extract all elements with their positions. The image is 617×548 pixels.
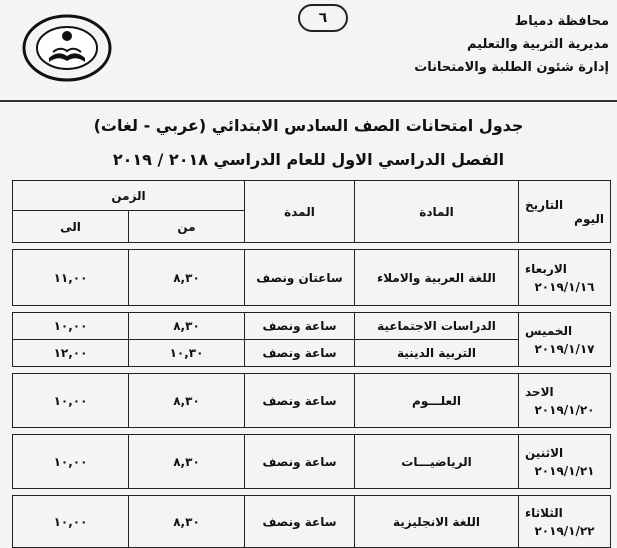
subject-cell: التربية الدينية <box>355 340 519 367</box>
subject-cell: الدراسات الاجتماعية <box>355 313 519 340</box>
header-divider <box>0 100 617 102</box>
duration-header: المدة <box>245 181 355 243</box>
day-date-cell <box>519 435 611 489</box>
exam-date: ٢٠١٩/١/١٧ <box>534 341 595 356</box>
day-date-cell <box>519 313 611 367</box>
to-cell: ١١,٠٠ <box>13 250 129 306</box>
to-cell: ١٠,٠٠ <box>13 313 129 340</box>
term-title: الفصل الدراسي الاول للعام الدراسي ٢٠١٨ / ٢٠١٩ <box>112 150 505 169</box>
to-cell: ١٠,٠٠ <box>13 374 129 428</box>
duration-cell: ساعة ونصف <box>245 313 355 340</box>
exam-date: ٢٠١٩/١/٢٢ <box>534 523 595 538</box>
from-cell: ٨,٣٠ <box>129 496 245 548</box>
duration-cell: ساعة ونصف <box>245 374 355 428</box>
duration-cell: ساعة ونصف <box>245 496 355 548</box>
to-cell: ١٢,٠٠ <box>13 340 129 367</box>
from-cell: ٨,٣٠ <box>129 435 245 489</box>
subject-cell: اللغة العربية والاملاء <box>355 250 519 306</box>
day-date-cell <box>519 250 611 306</box>
day-header: اليوم <box>574 211 604 226</box>
subject-cell: العلـــوم <box>355 374 519 428</box>
day-name: الاثنين <box>525 445 564 460</box>
subject-cell: الرياضيـــات <box>355 435 519 489</box>
header-block <box>409 10 609 79</box>
to-header: الى <box>13 211 129 243</box>
date-day-header <box>519 181 611 243</box>
from-cell: ٨,٣٠ <box>129 374 245 428</box>
table-row <box>13 250 611 306</box>
from-cell: ٨,٣٠ <box>129 250 245 306</box>
exam-date: ٢٠١٩/١/١٦ <box>534 279 595 294</box>
duration-cell: ساعة ونصف <box>245 340 355 367</box>
to-cell: ١٠,٠٠ <box>13 435 129 489</box>
governorate-line: محافظة دمياط <box>514 14 609 29</box>
exam-schedule-table <box>12 180 611 548</box>
to-cell: ١٠,٠٠ <box>13 496 129 548</box>
day-date-cell <box>519 374 611 428</box>
duration-cell: ساعتان ونصف <box>245 250 355 306</box>
day-name: الاحد <box>525 384 554 399</box>
from-cell: ٨,٣٠ <box>129 313 245 340</box>
day-name: الخميس <box>525 323 573 338</box>
exam-date: ٢٠١٩/١/٢١ <box>534 463 595 478</box>
time-header: الزمن <box>13 181 245 211</box>
duration-cell: ساعة ونصف <box>245 435 355 489</box>
table-row <box>13 374 611 428</box>
day-name: الثلاثاء <box>525 505 563 520</box>
subject-cell: اللغة الانجليزية <box>355 496 519 548</box>
from-header: من <box>129 211 245 243</box>
table-row <box>13 435 611 489</box>
day-name: الاربعاء <box>525 261 567 276</box>
page-number: ٦ <box>298 4 348 32</box>
date-header: التاريخ <box>525 197 564 212</box>
administration-line: إدارة شئون الطلبة والامتحانات <box>414 60 609 75</box>
exam-date: ٢٠١٩/١/٢٠ <box>534 402 595 417</box>
subject-header: المادة <box>355 181 519 243</box>
from-cell: ١٠,٣٠ <box>129 340 245 367</box>
directorate-line: مديرية التربية والتعليم <box>466 37 609 52</box>
table-row <box>13 313 611 340</box>
schedule-title: جدول امتحانات الصف السادس الابتدائي (عربي - لغات) <box>93 116 524 135</box>
ministry-logo <box>22 14 112 82</box>
